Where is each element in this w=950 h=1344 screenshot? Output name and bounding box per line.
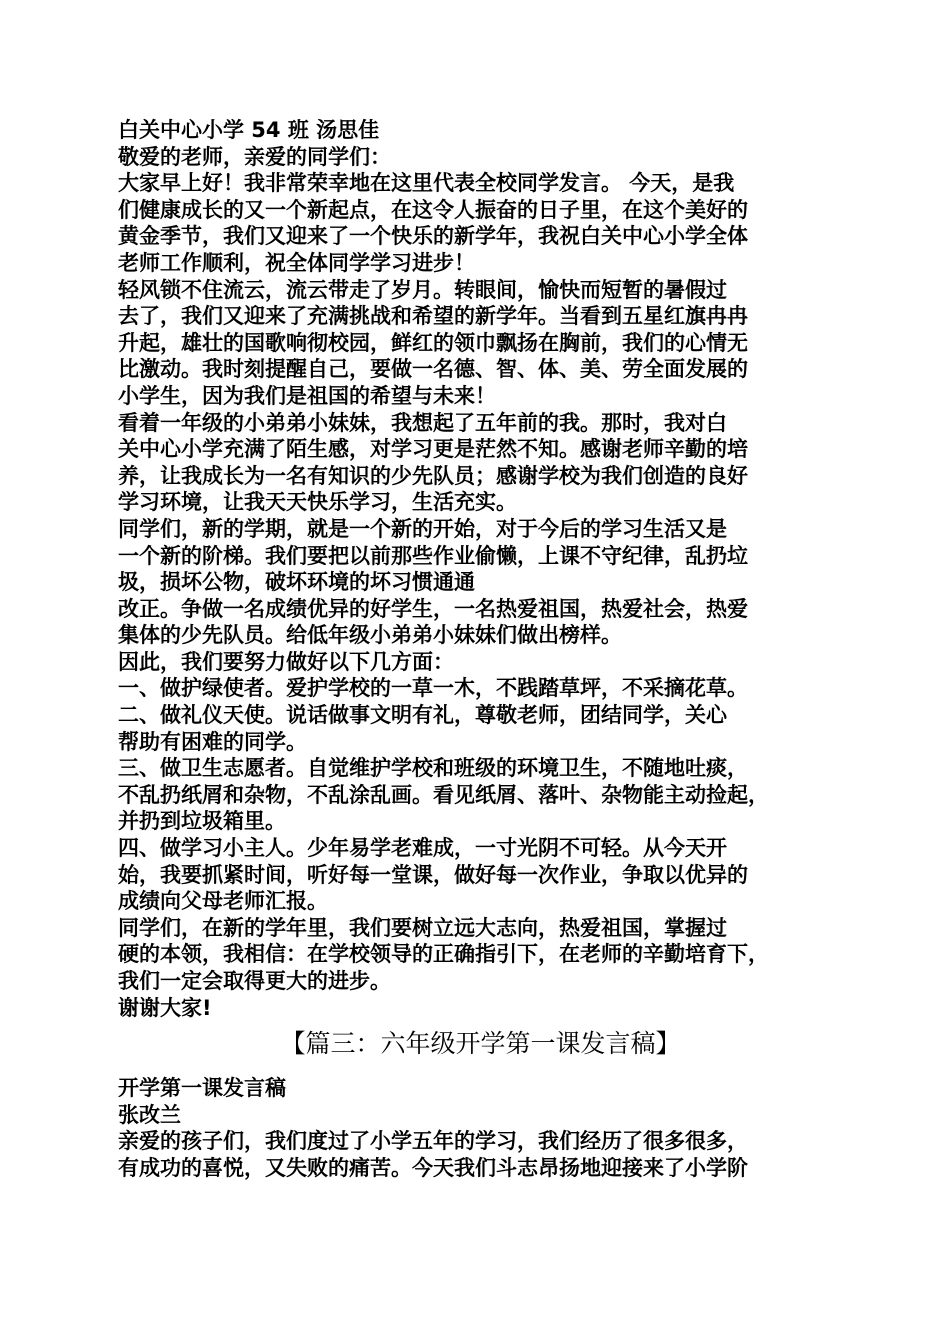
text-line: 一个新的阶梯。我们要把以前那些作业偷懒，上课不守纪律，乱扔垃 (118, 543, 748, 568)
text-line: 白关中心小学 54 班 汤思佳 (118, 118, 380, 142)
text-line: 不乱扔纸屑和杂物，不乱涂乱画。看见纸屑、落叶、杂物能主动捡起， (118, 782, 769, 807)
text-line: 学习环境，让我天天快乐学习，生活充实。 (118, 490, 517, 515)
text-line: 亲爱的孩子们，我们度过了小学五年的学习，我们经历了很多很多， (118, 1129, 748, 1154)
text-line: 同学们，新的学期，就是一个新的开始，对于今后的学习生活又是 (118, 516, 727, 541)
text-line: 去了，我们又迎来了充满挑战和希望的新学年。当看到五星红旗冉冉 (118, 304, 748, 329)
text-line: 开学第一课发言稿 (118, 1076, 286, 1101)
text-line: 二、做礼仪天使。说话做事文明有礼，尊敬老师，团结同学，关心 (118, 703, 727, 728)
text-line: 并扔到垃圾箱里。 (118, 809, 286, 834)
text-line: 张改兰 (118, 1102, 181, 1127)
text-line: 谢谢大家! (118, 995, 212, 1020)
text-line: 关中心小学充满了陌生感，对学习更是茫然不知。感谢老师辛勤的培 (118, 437, 748, 462)
text-line: 升起，雄壮的国歌响彻校园，鲜红的领巾飘扬在胸前，我们的心情无 (118, 330, 748, 355)
text-line: 集体的少先队员。给低年级小弟弟小妹妹们做出榜样。 (118, 623, 622, 648)
text-line: 硬的本领，我相信：在学校领导的正确指引下，在老师的辛勤培育下， (118, 942, 769, 967)
text-line: 轻风锁不住流云，流云带走了岁月。转眼间，愉快而短暂的暑假过 (118, 277, 727, 302)
text-line: 们健康成长的又一个新起点，在这令人振奋的日子里，在这个美好的 (118, 197, 748, 222)
text-line: 成绩向父母老师汇报。 (118, 889, 328, 914)
text-line: 大家早上好！我非常荣幸地在这里代表全校同学发言。 今天，是我 (118, 171, 735, 196)
text-line: 敬爱的老师，亲爱的同学们： (118, 144, 391, 169)
text-line: 四、做学习小主人。少年易学老难成，一寸光阴不可轻。从今天开 (118, 836, 727, 861)
text-line: 看着一年级的小弟弟小妹妹，我想起了五年前的我。那时，我对白 (118, 410, 727, 435)
text-line: 同学们，在新的学年里，我们要树立远大志向，热爱祖国，掌握过 (118, 915, 727, 940)
speech-section-1 (118, 117, 843, 1021)
text-line: 小学生，因为我们是祖国的希望与未来！ (118, 383, 496, 408)
text-line: 老师工作顺利，祝全体同学学习进步！ (118, 250, 475, 275)
text-line: 改正。争做一名成绩优异的好学生，一名热爱祖国，热爱社会，热爱 (118, 596, 748, 621)
text-line: 我们一定会取得更大的进步。 (118, 969, 391, 993)
text-line: 有成功的喜悦，又失败的痛苦。今天我们斗志昂扬地迎接来了小学阶 (118, 1155, 748, 1180)
text-line: 黄金季节，我们又迎来了一个快乐的新学年，我祝白关中心小学全体 (118, 224, 748, 249)
document-body (118, 117, 843, 1182)
text-line: 因此，我们要努力做好以下几方面： (118, 649, 454, 674)
section-heading: 【篇三：六年级开学第一课发言稿】 (280, 1029, 681, 1059)
speech-section-2 (118, 1075, 843, 1181)
text-line: 三、做卫生志愿者。自觉维护学校和班级的环境卫生，不随地吐痰， (118, 756, 748, 781)
text-line: 一、做护绿使者。爱护学校的一草一木，不践踏草坪，不采摘花草。 (118, 676, 748, 701)
text-line: 养，让我成长为一名有知识的少先队员；感谢学校为我们创造的良好 (118, 463, 748, 488)
text-line: 帮助有困难的同学。 (118, 729, 307, 754)
text-line: 比激动。我时刻提醒自己，要做一名德、智、体、美、劳全面发展的 (118, 357, 748, 382)
text-line: 始，我要抓紧时间，听好每一堂课，做好每一次作业，争取以优异的 (118, 862, 748, 887)
text-line: 圾，损坏公物，破坏环境的坏习惯通通 (118, 570, 475, 595)
